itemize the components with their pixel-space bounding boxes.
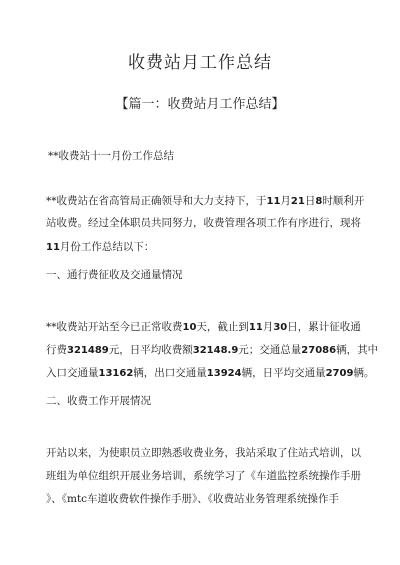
paragraph-1-line-2: 站收费。经过全体职员共同努力，收费管理各项工作有序进行，现将 [46,217,361,229]
paragraph-2-line-3: 入口交通量13162辆，出口交通量13924辆，日平均交通量2709辆。 [46,367,375,379]
paragraph-1-line-1: **收费站在省高管局正确领导和大力支持下，于11月21日8时顺利开 [46,195,365,207]
report-heading: **收费站十一月份工作总结 [48,150,174,162]
document-title: 收费站月工作总结 [128,53,272,73]
paragraph-3-line-1: 开站以来，为使职员立即熟悉收费业务，我站采取了住站式培训，以 [46,447,361,459]
section-heading-2: 二、收费工作开展情况 [46,395,151,407]
paragraph-1-line-3: 11月份工作总结以下： [46,241,155,253]
document-subtitle: 【篇一：收费站月工作总结】 [115,97,285,112]
section-heading-1: 一、通行费征收及交通量情况 [46,269,183,281]
paragraph-2-line-2: 行费321489元，日平均收费额32148.9元；交通总量27086辆，其中 [46,344,379,356]
paragraph-3-line-2: 班组为单位组织开展业务培训，系统学习了《车道监控系统操作手册 [46,470,361,482]
paragraph-2-line-1: **收费站开站至今已正常收费10天，截止到11月30日，累计征收通 [46,321,361,333]
paragraph-3-line-3: 》、《mtc车道收费软件操作手册》、《收费站业务管理系统操作手 [46,493,340,505]
